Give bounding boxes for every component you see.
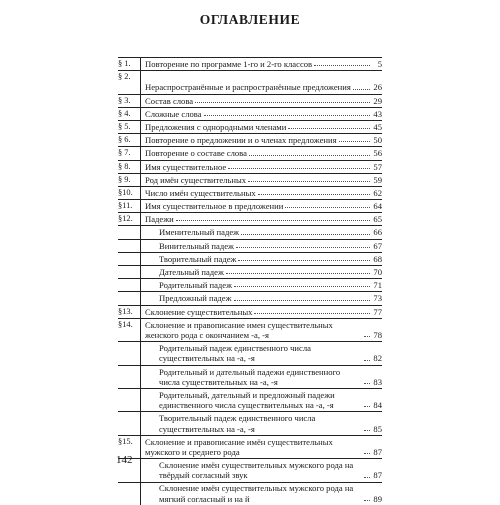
dot-leader: [339, 141, 370, 142]
section-number: [118, 483, 141, 505]
entry-title: Род имён существительных: [145, 174, 247, 185]
section-number: § 7.: [118, 147, 141, 159]
toc-entry: [118, 341, 382, 364]
dot-leader: [195, 102, 370, 103]
entry-title: Нераспространённые и распространённые предложения: [145, 82, 351, 93]
entry-line: [141, 187, 382, 199]
dot-leader: [176, 220, 370, 221]
entry-page: 84: [373, 400, 382, 411]
entry-line: [141, 200, 382, 212]
entry-page: 59: [373, 174, 382, 185]
entry-title: Дательный падеж: [159, 267, 224, 277]
section-number: [118, 342, 141, 364]
section-number: [118, 412, 141, 434]
dot-leader: [238, 260, 370, 261]
entry-page: 56: [373, 148, 382, 159]
entry-title: Именительный падеж: [159, 227, 240, 238]
entry-line: [141, 412, 382, 434]
entry-page: 65: [373, 214, 382, 225]
toc-entry: [118, 70, 382, 93]
section-number: §12.: [118, 213, 141, 225]
dot-leader: [226, 273, 370, 274]
entry-page: 87: [373, 470, 382, 481]
toc-entry: [118, 265, 382, 278]
section-number: [118, 292, 141, 304]
toc-entry: [118, 120, 382, 133]
section-number: § 6.: [118, 134, 141, 146]
entry-title: Родительный и дательный падежи единственного числа существительных на -а, -я: [159, 366, 341, 387]
entry-title: Родительный падеж: [159, 280, 233, 291]
entry-line: [141, 240, 382, 252]
entry-line: [141, 306, 382, 318]
entry-title: Винительный падеж: [159, 240, 234, 251]
entry-line: [141, 71, 382, 93]
entry-line: [141, 121, 382, 133]
entry-page: 29: [373, 95, 382, 106]
toc-entry: [118, 411, 382, 434]
section-number: §11.: [118, 200, 141, 212]
entry-line: [141, 319, 382, 341]
entry-page: 50: [373, 135, 382, 146]
page-title: ОГЛАВЛЕНИЕ: [199, 12, 301, 27]
entry-title: Число имён существительных: [145, 187, 256, 198]
section-number: §10.: [118, 187, 141, 199]
entry-title: Имя существительное в предложении: [145, 201, 284, 212]
entry-title: Повторение о предложении и о членах предложения: [145, 135, 337, 146]
entry-line: [141, 161, 382, 173]
entry-page: 89: [373, 493, 382, 504]
toc-entry: [118, 94, 382, 107]
entry-line: [141, 108, 382, 120]
entry-page: 83: [373, 376, 382, 387]
dot-leader: [248, 181, 370, 182]
entry-page: 70: [373, 267, 382, 277]
section-number: [118, 389, 141, 411]
entry-title: Склонение существительных: [145, 306, 253, 317]
dot-leader: [249, 155, 370, 156]
section-number: [118, 240, 141, 252]
toc-entry: [118, 173, 382, 186]
entry-line: [141, 389, 382, 411]
entry-page: 66: [373, 227, 382, 238]
entry-line: [141, 459, 382, 481]
dot-leader: [364, 453, 370, 454]
entry-line: [141, 292, 382, 304]
dot-leader: [234, 300, 370, 301]
toc-entry: [118, 212, 382, 225]
entry-line: [141, 226, 382, 238]
entry-title: Склонение имён существительных мужского рода на твёрдый согласный звук: [159, 460, 354, 481]
entry-page: 26: [373, 82, 382, 93]
entry-line: [141, 213, 382, 225]
toc-entry: [118, 305, 382, 318]
entry-title: Имя существительное: [145, 161, 227, 172]
toc-entry: [118, 160, 382, 173]
dot-leader: [364, 406, 370, 407]
entry-title: Предложный падеж: [159, 293, 232, 304]
entry-page: 85: [373, 423, 382, 434]
section-number: §14.: [118, 319, 141, 341]
section-number: [118, 253, 141, 265]
entry-line: [141, 134, 382, 146]
entry-title: Падежи: [145, 214, 174, 225]
toc-entry: [118, 291, 382, 304]
section-number: [118, 266, 141, 278]
entry-page: 71: [373, 280, 382, 291]
toc-entry: [118, 199, 382, 212]
entry-page: 45: [373, 121, 382, 132]
toc-entry: [118, 365, 382, 388]
entry-page: 77: [373, 306, 382, 317]
section-number: § 1.: [118, 58, 141, 70]
section-number: [118, 226, 141, 238]
section-number: § 8.: [118, 161, 141, 173]
dot-leader: [353, 89, 370, 90]
dot-leader: [204, 115, 370, 116]
dot-leader: [364, 500, 370, 501]
entry-page: 78: [373, 329, 382, 340]
toc-entry: [118, 239, 382, 252]
entry-page: 64: [373, 201, 382, 212]
entry-page: 87: [373, 446, 382, 457]
toc-entry: [118, 435, 382, 458]
dot-leader: [254, 313, 370, 314]
entry-page: 73: [373, 293, 382, 304]
toc-entry: [118, 107, 382, 120]
entry-title: Склонение и правописание имен существительных женского рода с окончанием -а, -я: [145, 319, 333, 340]
entry-title: Творительный падеж: [159, 253, 237, 264]
page-number: 142: [116, 454, 133, 466]
entry-line: [141, 366, 382, 388]
dot-leader: [241, 234, 370, 235]
entry-title: Родительный, дательный и предложный падежи единственного числа существительных на -а, -я: [159, 389, 335, 411]
entry-page: 62: [373, 187, 382, 198]
section-number: § 3.: [118, 95, 141, 107]
section-number: [118, 366, 141, 388]
entry-page: 5: [377, 58, 382, 69]
entry-line: [141, 147, 382, 159]
entry-title: Родительный падеж единственного числа существительных на -а, -я: [159, 343, 311, 364]
dot-leader: [258, 194, 370, 195]
entry-page: 43: [373, 108, 382, 119]
entry-title: Творительный падеж единственного числа существительных на -а, -я: [159, 413, 316, 434]
section-number: § 9.: [118, 174, 141, 186]
dot-leader: [285, 207, 370, 208]
dot-leader: [288, 128, 370, 129]
toc-entry: [118, 252, 382, 265]
toc-entry: [118, 186, 382, 199]
section-number: § 5.: [118, 121, 141, 133]
table-of-contents: [118, 57, 382, 505]
section-number: § 4.: [118, 108, 141, 120]
toc-entry: [118, 458, 382, 481]
entry-line: [141, 253, 382, 265]
entry-page: 82: [373, 353, 382, 364]
entry-line: [141, 174, 382, 186]
section-number: §13.: [118, 306, 141, 318]
entry-page: 67: [373, 240, 382, 251]
toc-entry: [118, 388, 382, 411]
entry-line: [141, 58, 382, 70]
section-number: §15.: [118, 436, 141, 458]
entry-title: Повторение по программе 1-го и 2-го классов: [145, 58, 313, 69]
entry-page: 68: [373, 253, 382, 264]
dot-leader: [364, 430, 370, 431]
entry-title: Предложения с однородными членами: [145, 121, 287, 132]
dot-leader: [234, 286, 370, 287]
entry-line: [141, 95, 382, 107]
dot-leader: [364, 383, 370, 384]
dot-leader: [364, 360, 370, 361]
toc-entry: [118, 278, 382, 291]
dot-leader: [314, 65, 370, 66]
entry-line: [141, 436, 382, 458]
entry-line: [141, 266, 382, 278]
dot-leader: [364, 336, 370, 337]
entry-line: [141, 483, 382, 505]
entry-title: Склонение имён существительных мужского рода на мягкий согласный и на й: [159, 483, 354, 504]
toc-entry: [118, 482, 382, 505]
dot-leader: [236, 247, 370, 248]
entry-title: Повторение о составе слова: [145, 148, 247, 159]
dot-leader: [228, 168, 370, 169]
section-number: § 2.: [118, 71, 141, 93]
toc-entry: [118, 133, 382, 146]
dot-leader: [364, 477, 370, 478]
entry-title: Сложные слова: [145, 108, 202, 119]
section-number: [118, 279, 141, 291]
entry-title: Склонение и правописание имён существительных мужского и среднего рода: [145, 436, 333, 457]
toc-entry: [118, 146, 382, 159]
entry-line: [141, 279, 382, 291]
entry-page: 57: [373, 161, 382, 172]
toc-entry: [118, 58, 382, 70]
toc-entry: [118, 225, 382, 238]
entry-line: [141, 342, 382, 364]
entry-title: Состав слова: [145, 95, 194, 106]
toc-entry: [118, 318, 382, 341]
